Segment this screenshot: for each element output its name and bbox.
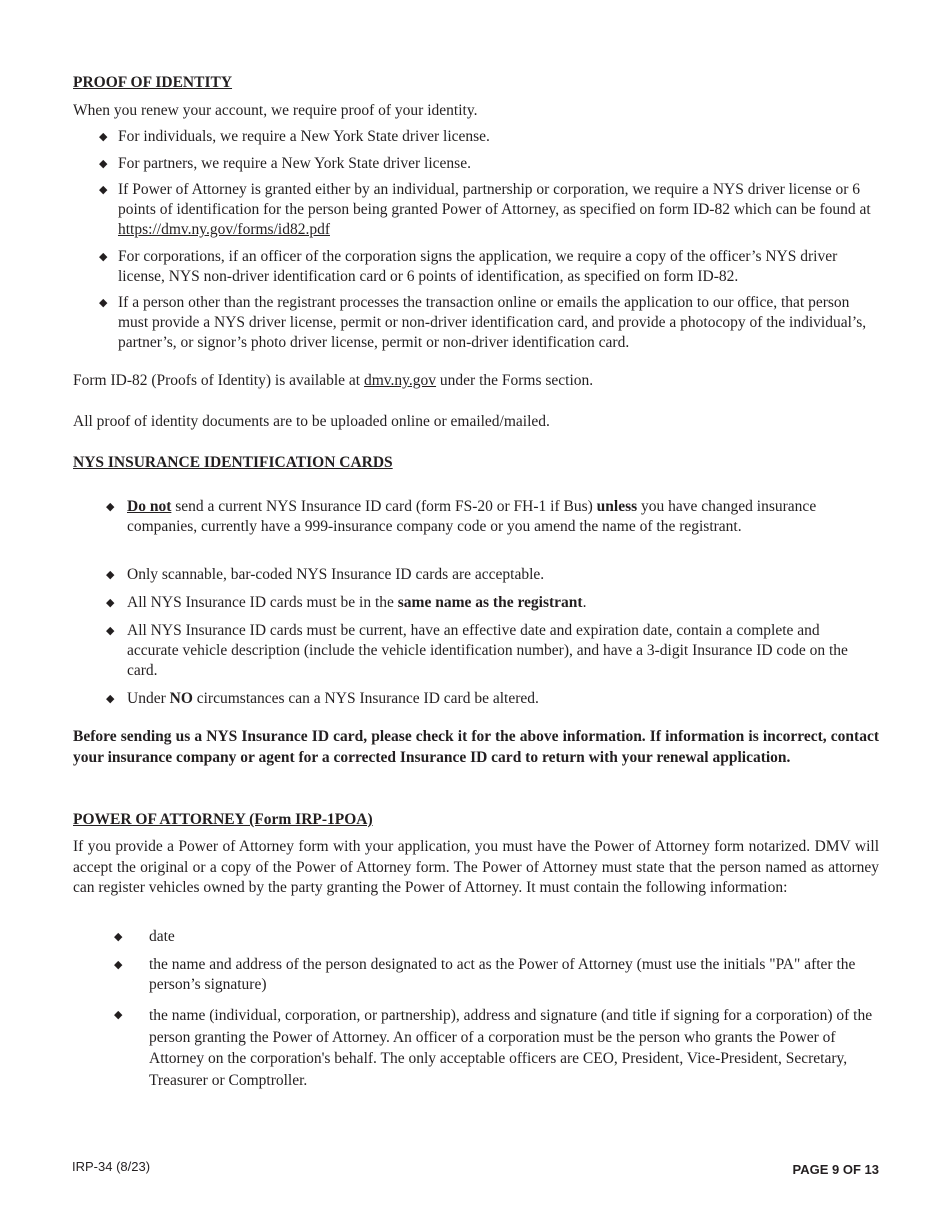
list-item: For corporations, if an officer of the corporation signs the application, we require a copy of the officer’s NYS driver license, NYS non-driver identification card or 6 points of identification, as specified on form ID-82. [118, 248, 838, 285]
diamond-bullet-icon: ◆ [106, 693, 115, 705]
diamond-bullet-icon: ◆ [106, 501, 115, 513]
list-item-text: send a current NYS Insurance ID card (form FS-20 or FH-1 if Bus) [171, 498, 597, 515]
diamond-bullet-icon: ◆ [106, 625, 115, 637]
list-item [127, 593, 847, 613]
list-item: Only scannable, bar-coded NYS Insurance ID cards are acceptable. [127, 566, 545, 583]
diamond-bullet-icon: ◆ [99, 184, 108, 196]
list-item-text: circumstances can a NYS Insurance ID card be altered. [192, 690, 539, 707]
list-item-text: Under [127, 690, 170, 707]
insurance-warning: Before sending us a NYS Insurance ID card, please check it for the above information. If information is incorrect, contact your insurance company or agent for a corrected Insurance ID card to return with your renewal application. [73, 728, 879, 766]
list-item-text: you have changed insurance companies, currently have a 999-insurance company code or you amend the name of the registrant. [127, 498, 817, 535]
proof-of-identity-intro: When you renew your account, we require proof of your identity. [73, 102, 478, 119]
diamond-bullet-icon: ◆ [106, 597, 115, 609]
list-item: the name and address of the person designated to act as the Power of Attorney (must use the initials "PA" after the person’s signature) [149, 956, 856, 993]
list-item: All NYS Insurance ID cards must be current, have an effective date and expiration date, contain a complete and accurate vehicle description (include the vehicle identification number), and have a 3-digit Insurance ID code on the card. [127, 622, 848, 679]
no-emphasis: NO [169, 690, 193, 707]
diamond-bullet-icon: ◆ [99, 251, 108, 263]
list-item [127, 689, 847, 709]
insurance-cards-heading: NYS INSURANCE IDENTIFICATION CARDS [73, 454, 393, 471]
id82-form-link[interactable]: https://dmv.ny.gov/forms/id82.pdf [118, 221, 330, 238]
diamond-bullet-icon: ◆ [114, 931, 123, 943]
list-item-text: . [582, 594, 587, 611]
list-item [127, 497, 847, 537]
list-item-text: If Power of Attorney is granted either by an individual, partnership or corporation, we require a NYS driver license or 6 points of identification for the person being granted Power of Attorney, as specified on form ID-82 which can be found at [118, 181, 871, 218]
upload-note: All proof of identity documents are to be uploaded online or emailed/mailed. [73, 413, 550, 430]
same-name-emphasis: same name as the registrant [397, 594, 583, 611]
diamond-bullet-icon: ◆ [99, 158, 108, 170]
list-item [118, 180, 883, 240]
form-note-pre: Form ID-82 (Proofs of Identity) is available at [73, 372, 364, 389]
proof-of-identity-heading: PROOF OF IDENTITY [73, 74, 233, 91]
power-of-attorney-heading: POWER OF ATTORNEY (Form IRP-1POA) [73, 811, 373, 828]
diamond-bullet-icon: ◆ [99, 297, 108, 309]
list-item: For individuals, we require a New York State driver license. [118, 128, 490, 145]
power-of-attorney-intro: If you provide a Power of Attorney form with your application, you must have the Power of Attorney form notarized. DMV will accept the original or a copy of the Power of Attorney form. The Power of Attorney must state that the person named as attorney can register vehicles owned by the party granting the Power of Attorney. It must contain the following information: [73, 838, 879, 896]
list-item-text: All NYS Insurance ID cards must be in the [127, 594, 398, 611]
form-code: IRP-34 (8/23) [72, 1159, 151, 1174]
diamond-bullet-icon: ◆ [114, 959, 123, 971]
dmv-website-link[interactable]: dmv.ny.gov [364, 372, 437, 389]
list-item: For partners, we require a New York State driver license. [118, 155, 471, 172]
diamond-bullet-icon: ◆ [106, 569, 115, 581]
form-id82-note [73, 371, 593, 391]
diamond-bullet-icon: ◆ [99, 131, 108, 143]
list-item: If a person other than the registrant processes the transaction online or emails the application to our office, that person must provide a NYS driver license, permit or non-driver identification card, and provide a photocopy of the individual’s, partner’s, or signor’s photo driver license, permit or non-driver identification card. [118, 294, 867, 351]
unless-emphasis: unless [596, 498, 638, 515]
form-note-post: under the Forms section. [436, 372, 594, 389]
list-item: date [149, 928, 175, 945]
list-item: the name (individual, corporation, or partnership), address and signature (and title if signing for a corporation) of the person granting the Power of Attorney. An officer of a corporation must be the person who grants the Power of Attorney on the corporation's behalf. The only acceptable officers are CEO, President, Vice-President, Secretary, Treasurer or Comptroller. [149, 1007, 873, 1089]
do-not-emphasis: Do not [127, 498, 172, 515]
page-number: PAGE 9 OF 13 [792, 1162, 879, 1177]
diamond-bullet-icon: ◆ [114, 1009, 123, 1021]
